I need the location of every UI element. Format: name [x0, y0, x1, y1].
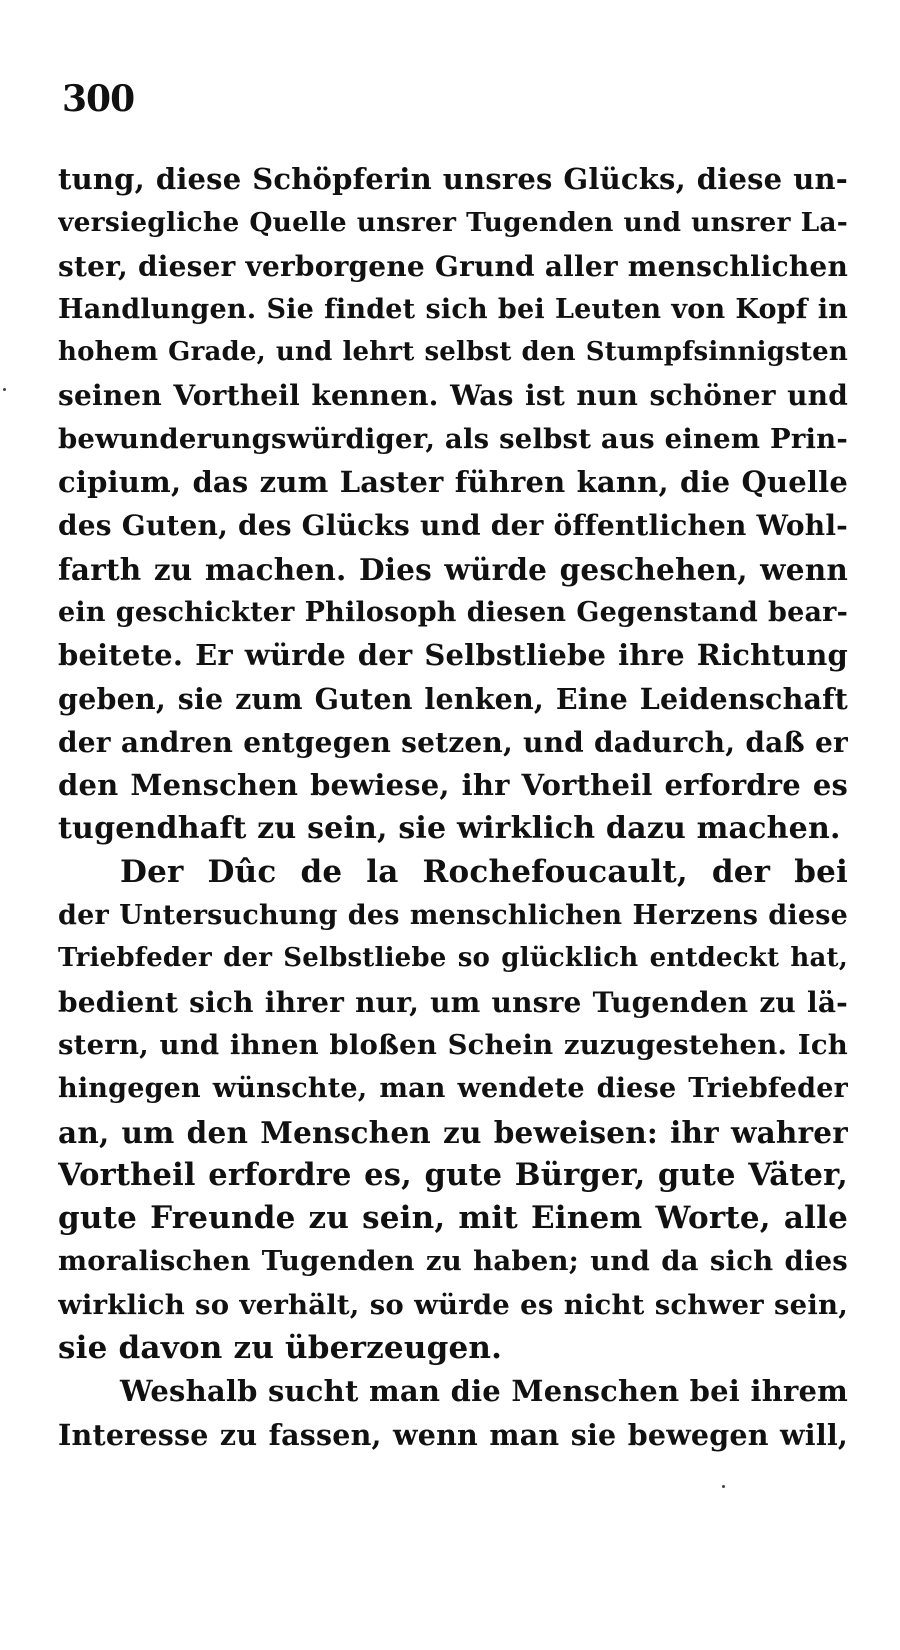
text-line: cipium, das zum Laster führen kann, die Quelle — [58, 465, 848, 500]
text-line: Weshalb sucht man die Menschen bei ihrem — [120, 1374, 848, 1409]
text-line: sie davon zu überzeugen. — [58, 1330, 503, 1367]
text-line: Vortheil erfordre es, gute Bürger, gute Väter, — [58, 1156, 848, 1193]
text-line: Interesse zu fassen, wenn man sie bewegen will, — [58, 1417, 848, 1452]
text-line: hohem Grade, und lehrt selbst den Stumpfsinnigsten — [58, 337, 848, 368]
text-line: tung, diese Schöpferin unsres Glücks, diese un- — [58, 162, 848, 196]
text-line: Der Dûc de la Rochefoucault, der bei — [120, 853, 848, 890]
text-line: ster, dieser verborgene Grund aller menschlichen — [58, 249, 848, 283]
text-line: geben, sie zum Guten lenken, Eine Leidenschaft — [58, 681, 848, 716]
text-line: moralischen Tugenden zu haben; und da sich dies — [58, 1245, 848, 1278]
text-line: Triebfeder der Selbstliebe so glücklich entdeckt hat, — [58, 943, 848, 974]
text-line: des Guten, des Glücks und der öffentlichen Wohl- — [58, 509, 848, 543]
text-line: gute Freunde zu sein, mit Einem Worte, alle — [58, 1200, 848, 1237]
scan-speck — [722, 1485, 725, 1488]
text-line: Handlungen. Sie findet sich bei Leuten von Kopf in — [58, 293, 848, 325]
text-line: wirklich so verhält, so würde es nicht schwer sein, — [58, 1288, 848, 1321]
page-number: 300 — [62, 78, 135, 120]
text-line: der Untersuchung des menschlichen Herzens diese — [58, 900, 848, 932]
text-line: ein geschickter Philosoph diesen Gegenstand bear- — [58, 596, 848, 628]
text-line: versiegliche Quelle unsrer Tugenden und unsrer La- — [58, 207, 848, 239]
text-line: stern, und ihnen bloßen Schein zuzugestehen. Ich — [58, 1028, 848, 1061]
text-line: tugendhaft zu sein, sie wirklich dazu machen. — [58, 811, 841, 847]
text-line: der andren entgegen setzen, und dadurch, daß er — [58, 725, 848, 759]
text-line: bewunderungswürdiger, als selbst aus einem Prin- — [58, 422, 848, 455]
text-line: bedient sich ihrer nur, um unsre Tugenden zu lä- — [58, 985, 848, 1019]
text-line: seinen Vortheil kennen. Was ist nun schöner und — [58, 379, 848, 413]
body-text — [58, 158, 848, 1457]
text-line: hingegen wünschte, man wendete diese Triebfeder — [58, 1073, 848, 1105]
text-line: den Menschen bewiese, ihr Vortheil erfordre es — [58, 768, 848, 803]
scan-speck — [3, 388, 6, 391]
text-line: an, um den Menschen zu beweisen: ihr wahrer — [58, 1114, 848, 1150]
text-line: farth zu machen. Dies würde geschehen, wenn — [58, 551, 848, 587]
text-line: beitete. Er würde der Selbstliebe ihre Richtung — [58, 638, 848, 673]
